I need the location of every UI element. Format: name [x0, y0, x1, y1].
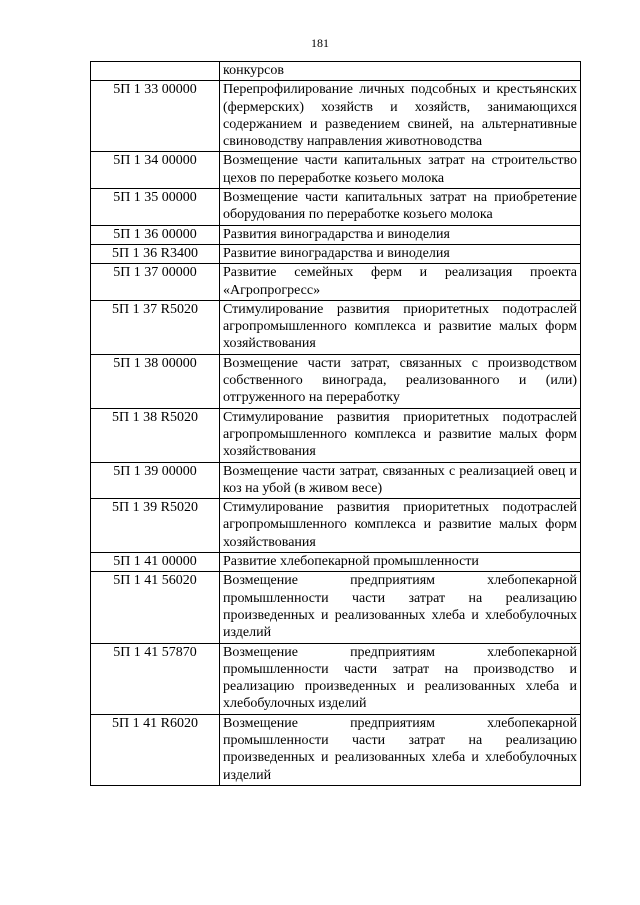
- table-row: [91, 572, 581, 643]
- row-code: 5П 1 41 56020: [91, 572, 220, 643]
- row-description: Развитие семейных ферм и реализация проекта «Агропрогресс»: [220, 264, 581, 301]
- row-code: 5П 1 39 00000: [91, 462, 220, 499]
- row-code: 5П 1 37 00000: [91, 264, 220, 301]
- row-code: 5П 1 41 R6020: [91, 714, 220, 785]
- row-description: Стимулирование развития приоритетных подотраслей агропромышленного комплекса и развитие малых форм хозяйствования: [220, 408, 581, 462]
- row-description: Возмещение части затрат, связанных с реализацией овец и коз на убой (в живом весе): [220, 462, 581, 499]
- table-row: [91, 189, 581, 226]
- table-row: [91, 300, 581, 354]
- row-description: Возмещение предприятиям хлебопекарной промышленности части затрат на реализацию произведенных и реализованных хлеба и хлебобулочных изделий: [220, 714, 581, 785]
- table-row: [91, 225, 581, 244]
- budget-classification-table: [90, 61, 581, 786]
- table-row: [91, 714, 581, 785]
- table-row: [91, 354, 581, 408]
- row-description: Развитие виноградарства и виноделия: [220, 244, 581, 263]
- row-code: 5П 1 41 57870: [91, 643, 220, 714]
- table-row: [91, 152, 581, 189]
- row-description: Возмещение части капитальных затрат на приобретение оборудования по переработке козьего молока: [220, 189, 581, 226]
- row-description: Развития виноградарства и виноделия: [220, 225, 581, 244]
- table-row: [91, 553, 581, 572]
- row-code: 5П 1 33 00000: [91, 81, 220, 152]
- row-code: 5П 1 38 00000: [91, 354, 220, 408]
- row-code: 5П 1 41 00000: [91, 553, 220, 572]
- table-row: [91, 643, 581, 714]
- table-row: [91, 62, 581, 81]
- row-description: Возмещение части затрат, связанных с производством собственного винограда, реализованного и (или) отгруженного на переработку: [220, 354, 581, 408]
- row-description: Возмещение предприятиям хлебопекарной промышленности части затрат на реализацию произведенных и реализованных хлеба и хлебобулочных изделий: [220, 572, 581, 643]
- row-code: 5П 1 36 R3400: [91, 244, 220, 263]
- row-description: Стимулирование развития приоритетных подотраслей агропромышленного комплекса и развитие малых форм хозяйствования: [220, 499, 581, 553]
- page-number: 181: [311, 36, 329, 50]
- table-row: [91, 264, 581, 301]
- row-description: Стимулирование развития приоритетных подотраслей агропромышленного комплекса и развитие малых форм хозяйствования: [220, 300, 581, 354]
- row-code: [91, 62, 220, 81]
- row-description: Возмещение части капитальных затрат на строительство цехов по переработке козьего молока: [220, 152, 581, 189]
- row-code: 5П 1 37 R5020: [91, 300, 220, 354]
- row-code: 5П 1 38 R5020: [91, 408, 220, 462]
- table-row: [91, 81, 581, 152]
- table-row: [91, 408, 581, 462]
- row-description: конкурсов: [220, 62, 581, 81]
- table-row: [91, 244, 581, 263]
- row-code: 5П 1 36 00000: [91, 225, 220, 244]
- row-code: 5П 1 39 R5020: [91, 499, 220, 553]
- row-description: Возмещение предприятиям хлебопекарной промышленности части затрат на производство и реализацию произведенных и реализованных хлеба и хлебобулочных изделий: [220, 643, 581, 714]
- row-description: Развитие хлебопекарной промышленности: [220, 553, 581, 572]
- row-code: 5П 1 35 00000: [91, 189, 220, 226]
- row-code: 5П 1 34 00000: [91, 152, 220, 189]
- table-row: [91, 499, 581, 553]
- row-description: Перепрофилирование личных подсобных и крестьянских (фермерских) хозяйств и хозяйств, занимающихся содержанием и разведением свиней, на альтернативные свиноводству направления животноводства: [220, 81, 581, 152]
- table-row: [91, 462, 581, 499]
